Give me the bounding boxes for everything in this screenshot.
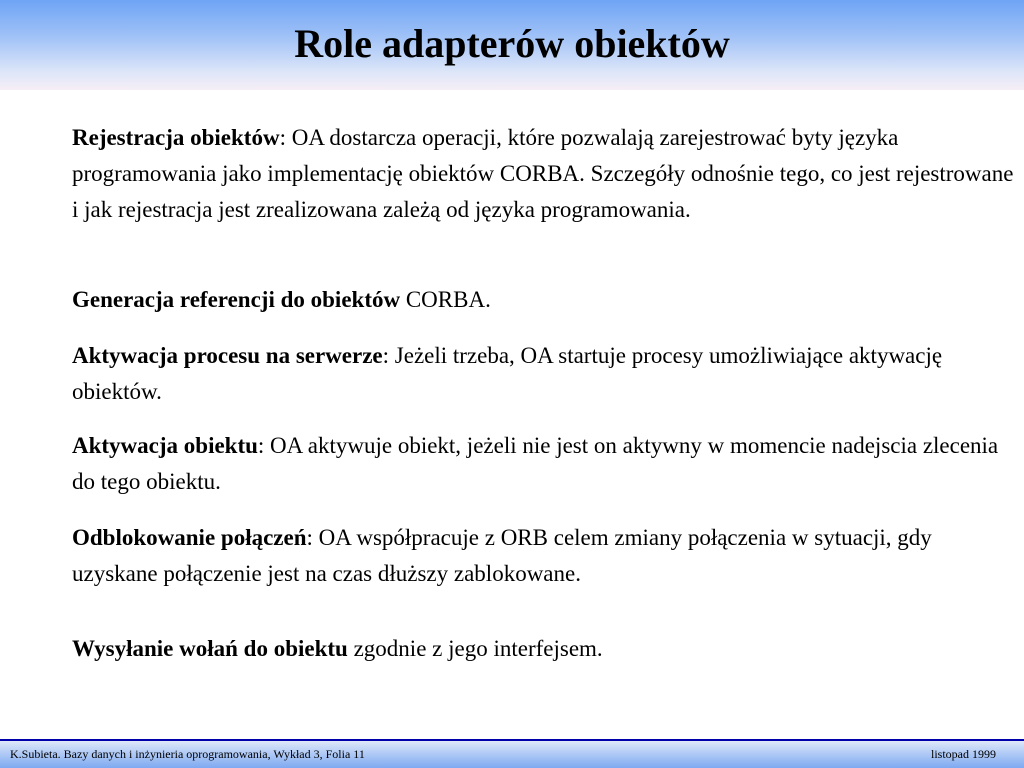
footer-date: listopad 1999 bbox=[931, 747, 996, 761]
bullet-item bbox=[72, 631, 1018, 667]
bullet-item-text: : OA dostarcza operacji, które pozwalają zarejestrować byty języka programowania jako implementację obiektów CORBA. Szczegóły odnośnie tego, co jest rejestrowane i jak rejestracja jest zrealizowana zależą od języka programowania. bbox=[72, 125, 1014, 222]
bullet-item bbox=[72, 338, 1018, 410]
bullet-item-heading: Wysyłanie wołań do obiektu bbox=[72, 636, 348, 661]
bullet-item-heading: Odblokowanie połączeń bbox=[72, 525, 307, 550]
bullet-item-text: : OA aktywuje obiekt, jeżeli nie jest on aktywny w momencie nadejscia zlecenia do tego obiektu. bbox=[72, 433, 999, 494]
bullet-item-text: : Jeżeli trzeba, OA startuje procesy umożliwiające aktywację obiektów. bbox=[72, 343, 943, 404]
footer-bar bbox=[0, 739, 1024, 768]
bullet-item-heading: Aktywacja obiektu bbox=[72, 433, 258, 458]
bullet-item-heading: Generacja referencji do obiektów bbox=[72, 287, 401, 312]
bullet-item-heading: Rejestracja obiektów bbox=[72, 125, 280, 150]
bullet-item bbox=[72, 282, 1018, 318]
slide-title: Role adapterów obiektów bbox=[294, 21, 730, 66]
bullet-item-text: : OA współpracuje z ORB celem zmiany połączenia w sytuacji, gdy uzyskane połączenie jest na czas dłuższy zablokowane. bbox=[72, 525, 932, 586]
footer-author-course: K.Subieta. Bazy danych i inżynieria oprogramowania, Wykład 3, Folia 11 bbox=[10, 747, 365, 761]
bullet-item-text: CORBA. bbox=[400, 287, 491, 312]
bullet-item-text: zgodnie z jego interfejsem. bbox=[347, 636, 603, 661]
bullet-item bbox=[72, 428, 1018, 500]
bullet-item bbox=[72, 520, 1018, 592]
title-bar bbox=[0, 0, 1024, 90]
bullet-item-heading: Aktywacja procesu na serwerze bbox=[72, 343, 383, 368]
bullet-item bbox=[72, 120, 1018, 228]
